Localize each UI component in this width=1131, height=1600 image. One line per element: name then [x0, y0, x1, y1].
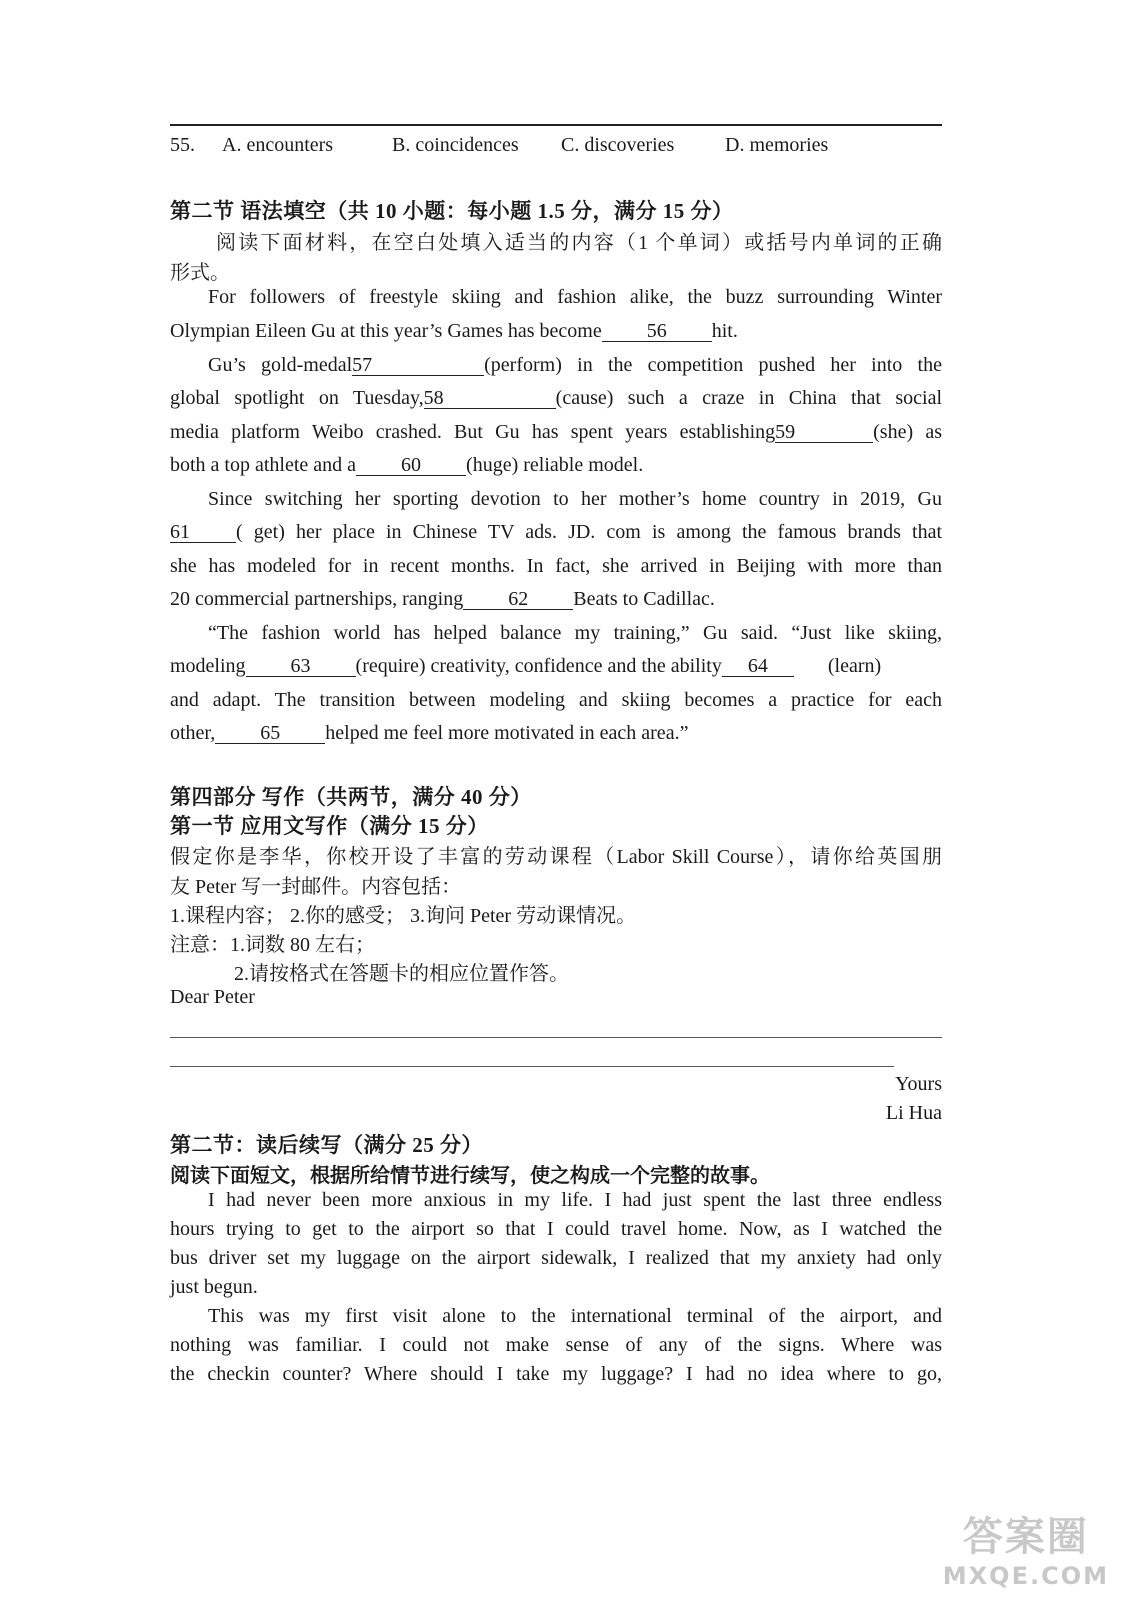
passage-line: other, 65 helped me feel more motivated in each area.” [170, 722, 689, 744]
letter-salutation: Dear Peter [170, 986, 255, 1008]
option-b: B. coincidences [392, 134, 519, 156]
blank-62[interactable]: 62 [463, 589, 573, 610]
writing-section1-heading: 第一节 应用文写作（满分 15 分） [170, 814, 489, 838]
story-line: the checkin counter? Where should I take my luggage? I had no idea where to go, [170, 1363, 942, 1385]
grammar-heading: 第二节 语法填空（共 10 小题：每小题 1.5 分，满分 15 分） [170, 199, 734, 223]
letter-signature: Li Hua [885, 1102, 942, 1124]
passage-line: 61 ( get) her place in Chinese TV ads. JD. com is among the famous brands that [170, 521, 942, 543]
option-d: D. memories [725, 134, 829, 156]
blank-59[interactable]: 59 [775, 422, 873, 443]
story-line: bus driver set my luggage on the airport sidewalk, I realized that my anxiety had only [170, 1247, 942, 1269]
continuation-heading: 第二节：读后续写（满分 25 分） [170, 1133, 483, 1157]
blank-60[interactable]: 60 [356, 455, 466, 476]
passage-line: “The fashion world has helped balance my training,” Gu said. “Just like skiing, [208, 622, 942, 644]
grammar-instruction-cont: 形式。 [170, 262, 230, 284]
passage-line: both a top athlete and a 60 (huge) reliable model. [170, 454, 644, 476]
answer-line[interactable] [170, 1037, 942, 1038]
passage-line: For followers of freestyle skiing and fashion alike, the buzz surrounding Winter [208, 286, 942, 308]
blank-64[interactable]: 64 [722, 656, 794, 677]
letter-closing: Yours [895, 1073, 942, 1095]
passage-line: global spotlight on Tuesday,58 (cause) such a craze in China that social [170, 387, 942, 409]
passage-line: 20 commercial partnerships, ranging 62 Beats to Cadillac. [170, 588, 715, 610]
story-line: just begun. [170, 1276, 258, 1298]
writing-prompt-cont: 友 Peter 写一封邮件。内容包括： [170, 876, 462, 898]
option-c: C. discoveries [561, 134, 675, 156]
story-line: hours trying to get to the airport so that I could travel home. Now, as I watched the [170, 1218, 942, 1240]
blank-58[interactable]: 58 [424, 388, 556, 409]
writing-note: 注意：1.词数 80 左右； [170, 934, 375, 956]
continuation-instruction: 阅读下面短文，根据所给情节进行续写，使之构成一个完整的故事。 [170, 1165, 770, 1187]
top-rule [170, 124, 942, 126]
passage-line: Gu’s gold-medal57 (perform) in the competition pushed her into the [208, 354, 942, 376]
question-number: 55. [170, 134, 195, 156]
grammar-instruction: 阅读下面材料，在空白处填入适当的内容（1 个单词）或括号内单词的正确 [216, 232, 942, 254]
writing-prompt: 假定你是李华，你校开设了丰富的劳动课程（Labor Skill Course），请你给英国朋 [170, 846, 942, 868]
story-line: I had never been more anxious in my life. I had just spent the last three endless [208, 1189, 942, 1211]
blank-63[interactable]: 63 [246, 656, 356, 677]
blank-61[interactable]: 61 [170, 522, 236, 543]
passage-line: media platform Weibo crashed. But Gu has spent years establishing59 (she) as [170, 421, 943, 443]
passage-line: modeling 63 (require) creativity, confidence and the ability 64 (learn) [170, 655, 882, 677]
blank-57[interactable]: 57 [352, 355, 484, 376]
passage-line: and adapt. The transition between modeling and skiing becomes a practice for each [170, 689, 942, 711]
blank-56[interactable]: 56 [602, 321, 712, 342]
story-line: nothing was familiar. I could not make sense of any of the signs. Where was [170, 1334, 942, 1356]
writing-part-heading: 第四部分 写作（共两节，满分 40 分） [170, 785, 532, 809]
passage-line: Since switching her sporting devotion to her mother’s home country in 2019, Gu [208, 488, 942, 510]
writing-points: 1.课程内容； 2.你的感受； 3.询问 Peter 劳动课情况。 [170, 905, 637, 927]
option-a: A. encounters [222, 134, 334, 156]
story-line: This was my first visit alone to the international terminal of the airport, and [208, 1305, 942, 1327]
watermark-logo: 答案圈 MXQE.COM [942, 1514, 1109, 1590]
blank-65[interactable]: 65 [215, 723, 325, 744]
answer-line[interactable] [170, 1066, 894, 1067]
passage-line: Olympian Eileen Gu at this year’s Games has become 56 hit. [170, 320, 738, 342]
writing-note: 2.请按格式在答题卡的相应位置作答。 [234, 963, 569, 985]
passage-line: she has modeled for in recent months. In fact, she arrived in Beijing with more than [170, 555, 942, 577]
